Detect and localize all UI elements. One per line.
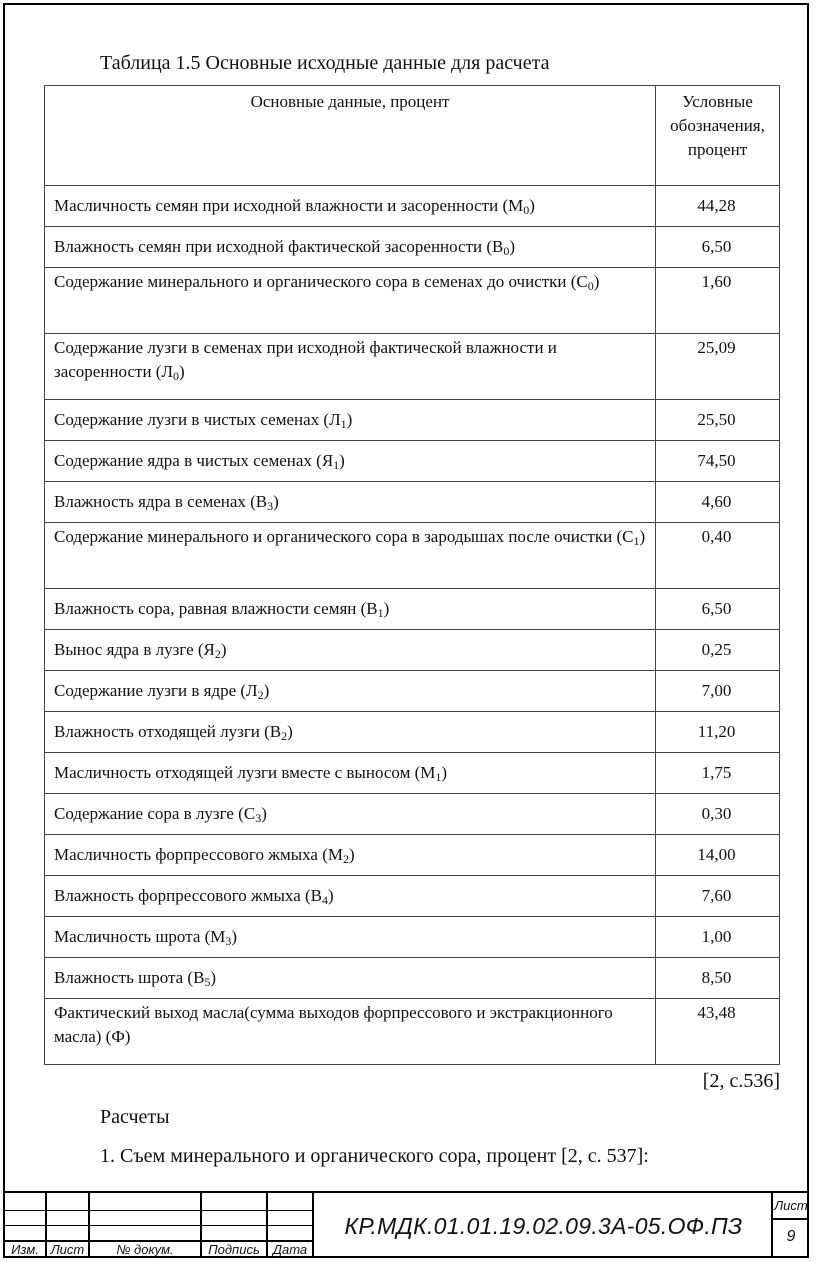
row-value: 44,28 xyxy=(656,186,780,227)
row-label-subscript: 1 xyxy=(435,770,442,784)
row-label xyxy=(45,227,656,268)
row-label xyxy=(45,268,656,334)
row-label-text: Масличность форпрессового жмыха (М xyxy=(54,845,343,864)
row-label xyxy=(45,523,656,589)
row-label-subscript: 3 xyxy=(225,934,232,948)
row-label-suffix: ) xyxy=(346,410,353,429)
row-label-subscript: 3 xyxy=(255,811,262,825)
table-row xyxy=(45,441,780,482)
row-value: 7,60 xyxy=(656,876,780,917)
row-label-suffix: ) xyxy=(273,492,279,511)
table-reference: [2, с.536] xyxy=(702,1070,780,1092)
row-label-text: Фактический выход масла(сумма выходов форпрессового и экстракционного масла) (Ф) xyxy=(54,1003,613,1046)
row-label xyxy=(45,400,656,441)
table-row xyxy=(45,523,780,589)
table-row xyxy=(45,400,780,441)
row-label-text: Содержание сора в лузге (С xyxy=(54,804,256,823)
table-row xyxy=(45,999,780,1065)
row-value: 6,50 xyxy=(656,589,780,630)
table-row xyxy=(45,589,780,630)
stamp-docno-label: № докум. xyxy=(116,1242,174,1257)
row-label-suffix: ) xyxy=(287,722,293,741)
table-row xyxy=(45,712,780,753)
row-value: 7,00 xyxy=(656,671,780,712)
stamp-list-label: Лист xyxy=(50,1242,85,1257)
row-label-suffix: ) xyxy=(529,196,535,215)
row-label-suffix: ) xyxy=(231,927,238,946)
stamp-row-line xyxy=(3,1225,312,1226)
row-label-suffix: ) xyxy=(210,968,217,987)
stamp-top-line xyxy=(3,1191,809,1193)
row-value: 1,75 xyxy=(656,753,780,794)
row-label xyxy=(45,671,656,712)
data-table xyxy=(44,85,780,1065)
row-label xyxy=(45,186,656,227)
row-label-text: Влажность форпрессового жмыха (В xyxy=(54,886,322,905)
row-label xyxy=(45,958,656,999)
row-label-subscript: 1 xyxy=(340,417,347,431)
row-label-suffix: ) xyxy=(178,362,185,381)
row-label-suffix: ) xyxy=(383,599,390,618)
row-value: 14,00 xyxy=(656,835,780,876)
row-label-subscript: 3 xyxy=(267,499,274,513)
row-label-subscript: 5 xyxy=(204,975,211,989)
row-label-suffix: ) xyxy=(263,681,270,700)
header-symbols-line-3: процент xyxy=(687,140,748,159)
row-label-text: Влажность ядра в семенах (В xyxy=(54,492,268,511)
row-value: 1,00 xyxy=(656,917,780,958)
row-label-suffix: ) xyxy=(441,763,448,782)
row-label xyxy=(45,794,656,835)
row-value: 25,09 xyxy=(656,334,780,400)
row-label-subscript: 1 xyxy=(377,606,384,620)
row-label-subscript: 4 xyxy=(322,893,328,907)
row-label-subscript: 0 xyxy=(587,279,594,293)
row-value: 6,50 xyxy=(656,227,780,268)
row-label-suffix: ) xyxy=(328,886,334,905)
row-label-text: Содержание лузги в чистых семенах (Л xyxy=(54,410,341,429)
table-row xyxy=(45,671,780,712)
row-label-text: Влажность отходящей лузги (В xyxy=(54,722,282,741)
row-value: 8,50 xyxy=(656,958,780,999)
row-label xyxy=(45,999,656,1065)
row-value: 1,60 xyxy=(656,268,780,334)
header-symbols xyxy=(656,86,780,186)
row-label xyxy=(45,712,656,753)
row-label-text: Масличность шрота (М xyxy=(54,927,226,946)
row-label-suffix: ) xyxy=(349,845,355,864)
table-row xyxy=(45,876,780,917)
row-value: 0,25 xyxy=(656,630,780,671)
stamp-row-line xyxy=(3,1210,312,1211)
row-label-text: Вынос ядра в лузге (Я xyxy=(54,640,215,659)
table-row xyxy=(45,630,780,671)
row-label-text: Содержание ядра в чистых семенах (Я xyxy=(54,451,334,470)
row-label xyxy=(45,753,656,794)
row-label-subscript: 2 xyxy=(281,729,288,743)
row-label-subscript: 2 xyxy=(214,647,221,661)
row-label-subscript: 0 xyxy=(172,369,179,383)
row-label-subscript: 0 xyxy=(503,244,510,258)
row-value: 74,50 xyxy=(656,441,780,482)
row-label-text: Содержание минерального и органического сора в семенах до очистки (С xyxy=(54,272,588,291)
section-title: Расчеты xyxy=(100,1106,170,1128)
row-value: 0,30 xyxy=(656,794,780,835)
row-label-text: Масличность семян при исходной влажности и засоренности (М xyxy=(54,196,524,215)
stamp-sheet-label: Лист xyxy=(774,1198,808,1213)
table-row xyxy=(45,835,780,876)
row-label-text: Содержание лузги в ядре (Л xyxy=(54,681,258,700)
row-label xyxy=(45,630,656,671)
row-value: 43,48 xyxy=(656,999,780,1065)
stamp-sheet-line xyxy=(771,1218,809,1220)
row-label-subscript: 2 xyxy=(257,688,264,702)
row-label-text: Содержание минерального и органического сора в зародышах после очистки (С xyxy=(54,527,634,546)
header-main-data: Основные данные, процент xyxy=(45,86,656,186)
row-label xyxy=(45,835,656,876)
header-symbols-line-2: обозначения, xyxy=(670,116,765,135)
table-row xyxy=(45,794,780,835)
table-row xyxy=(45,482,780,523)
row-label-subscript: 1 xyxy=(633,534,640,548)
row-label-suffix: ) xyxy=(509,237,516,256)
page-number: 9 xyxy=(786,1228,796,1245)
row-label xyxy=(45,334,656,400)
row-label-suffix: ) xyxy=(593,272,600,291)
row-label-text: Влажность шрота (В xyxy=(54,968,205,987)
row-label-text: Влажность семян при исходной фактической засоренности (В xyxy=(54,237,504,256)
stamp-date-label: Дата xyxy=(272,1242,308,1257)
row-label xyxy=(45,917,656,958)
row-value: 25,50 xyxy=(656,400,780,441)
row-value: 0,40 xyxy=(656,523,780,589)
stamp-sign-label: Подпись xyxy=(208,1242,260,1257)
stamp-izm-label: Изм. xyxy=(11,1242,39,1257)
row-label xyxy=(45,482,656,523)
document-code: КР.МДК.01.01.19.02.09.3А-05.ОФ.ПЗ xyxy=(344,1213,743,1239)
row-label xyxy=(45,876,656,917)
table-caption: Таблица 1.5 Основные исходные данные для расчета xyxy=(100,52,550,74)
row-label-subscript: 2 xyxy=(343,852,349,866)
list-item-1: 1. Съем минерального и органического сора, процент [2, с. 537]: xyxy=(100,1145,649,1167)
row-label-suffix: ) xyxy=(220,640,227,659)
row-label-suffix: ) xyxy=(261,804,267,823)
table-row xyxy=(45,334,780,400)
row-value: 4,60 xyxy=(656,482,780,523)
row-label xyxy=(45,441,656,482)
row-value: 11,20 xyxy=(656,712,780,753)
row-label xyxy=(45,589,656,630)
row-label-suffix: ) xyxy=(339,451,345,470)
row-label-text: Влажность сора, равная влажности семян (В xyxy=(54,599,378,618)
table-row xyxy=(45,958,780,999)
row-label-subscript: 1 xyxy=(333,458,340,472)
table-row xyxy=(45,268,780,334)
stamp-divider xyxy=(312,1191,314,1258)
table-body xyxy=(45,186,780,1065)
table-row xyxy=(45,917,780,958)
row-label-subscript: 0 xyxy=(523,203,530,217)
row-label-text: Масличность отходящей лузги вместе с выносом (М xyxy=(54,763,436,782)
header-symbols-line-1: Условные xyxy=(682,92,753,111)
row-label-text: Содержание лузги в семенах при исходной фактической влажности и засоренности (Л xyxy=(54,338,557,381)
table-row xyxy=(45,186,780,227)
table-row xyxy=(45,753,780,794)
table-row xyxy=(45,227,780,268)
row-label-suffix: ) xyxy=(639,527,646,546)
